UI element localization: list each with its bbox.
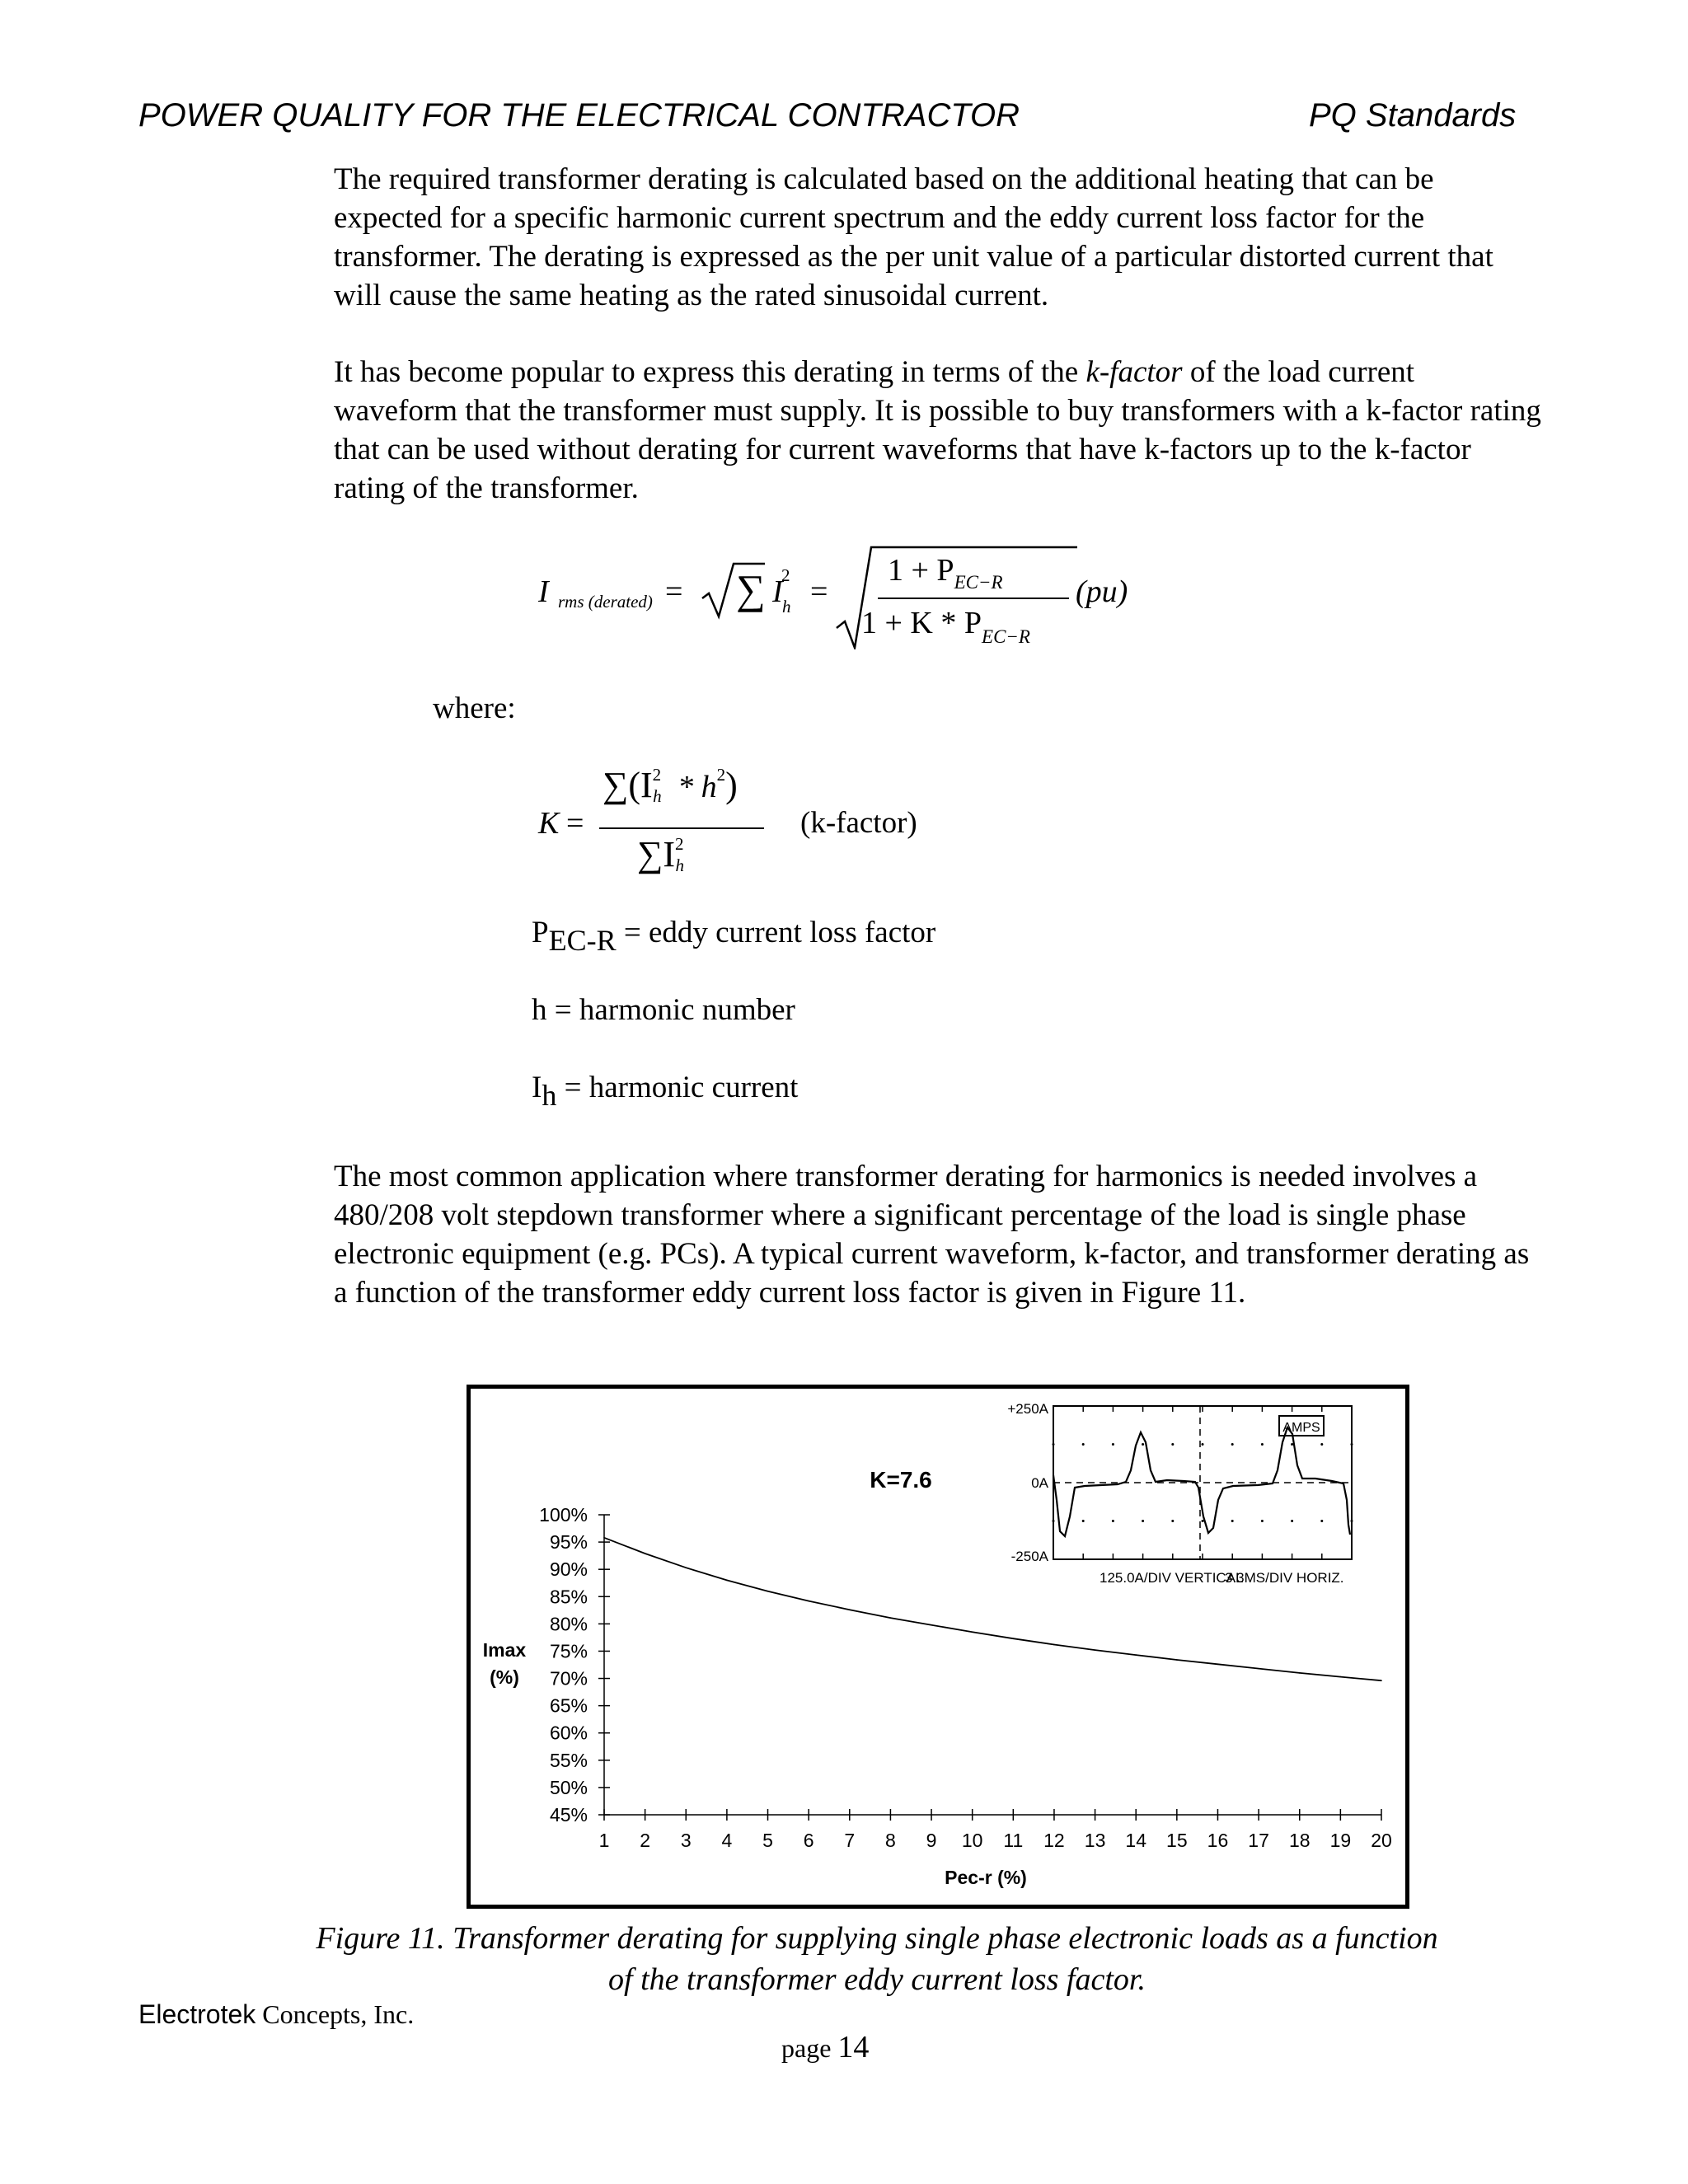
header-title: POWER QUALITY FOR THE ELECTRICAL CONTRACTOR xyxy=(138,97,1020,134)
inset-grid-dot xyxy=(1351,1443,1353,1446)
eq2-equals: = xyxy=(566,806,584,841)
inset-grid-dot xyxy=(1202,1520,1204,1522)
figure-caption-line-2: of the transformer eddy current loss factor. xyxy=(608,1962,1146,1997)
eq1-term-sub: h xyxy=(782,597,791,616)
y-axis-label-2: (%) xyxy=(490,1666,519,1688)
page-number: page 14 xyxy=(781,2030,870,2064)
header-section: PQ Standards xyxy=(1309,97,1517,134)
inset-grid-dot xyxy=(1231,1520,1234,1522)
x-tick-label: 5 xyxy=(762,1830,773,1851)
definition-ih: Ih = harmonic current xyxy=(532,1071,799,1112)
data-point xyxy=(931,1624,932,1626)
x-tick-label: 13 xyxy=(1084,1830,1106,1851)
x-tick-label: 18 xyxy=(1288,1830,1311,1851)
y-tick-label: 80% xyxy=(549,1613,588,1635)
y-tick-label: 75% xyxy=(549,1640,588,1662)
eq1-term: I xyxy=(772,574,783,609)
data-point xyxy=(645,1553,646,1554)
eq2-lhs: K xyxy=(538,806,560,841)
inset-grid-dot xyxy=(1202,1443,1204,1446)
inset-grid-dot xyxy=(1112,1520,1114,1522)
eq1-equals-1: = xyxy=(665,574,683,609)
x-tick-label: 11 xyxy=(1003,1830,1024,1851)
eq2-denominator: $\sum I^2h$ xyxy=(637,834,685,875)
inset-grid-dot xyxy=(1351,1520,1353,1522)
y-tick-label: 90% xyxy=(549,1558,588,1581)
eq1-sum: ∑ xyxy=(736,566,766,612)
eq2-numerator: $\sum(I^2h * h^2)$ xyxy=(603,765,738,806)
eq2-label: (k-factor) xyxy=(800,806,917,840)
x-tick-label: 12 xyxy=(1043,1830,1065,1851)
data-point xyxy=(603,1537,605,1539)
definition-pec: PEC-R = eddy current loss factor xyxy=(532,916,936,957)
paragraph-3: The most common application where transformer derating for harmonics is needed involves a 480/208 volt stepdown transformer where a significant percentage of the load is single phase electronic equipment (e.g. PCs). A typical current waveform, k-factor, and transformer derating as a function of the transformer eddy current loss factor is given in Figure 11. xyxy=(334,1160,1530,1310)
k-factor-term: k-factor xyxy=(1085,355,1183,389)
data-point xyxy=(767,1591,769,1592)
inset-grid-dot xyxy=(1261,1520,1264,1522)
figure-11 xyxy=(467,1385,1409,1909)
x-tick-label: 2 xyxy=(640,1830,651,1851)
data-point xyxy=(1013,1638,1015,1639)
inset-y-bottom-label: -250A xyxy=(1010,1549,1048,1564)
x-tick-label: 20 xyxy=(1371,1830,1392,1851)
waveform-inset xyxy=(1007,1401,1353,1586)
eq1-equals-2: = xyxy=(810,574,828,609)
eq1-numerator: $1 + P_{EC-R}$ xyxy=(888,553,1003,593)
x-tick-label: 6 xyxy=(803,1830,814,1851)
inset-grid-dot xyxy=(1320,1520,1323,1522)
data-point xyxy=(1381,1680,1382,1681)
x-tick-label: 4 xyxy=(721,1830,733,1851)
y-tick-label: 55% xyxy=(549,1749,588,1771)
eq1-denominator: $1 + K * P_{EC-R}$ xyxy=(861,606,1030,647)
eq2-fraction-bar xyxy=(599,827,764,830)
y-tick-label: 45% xyxy=(549,1804,588,1825)
y-tick-label: 100% xyxy=(539,1504,588,1526)
eq1-term-sup: 2 xyxy=(781,565,790,585)
figure-caption-line-1: Figure 11. Transformer derating for supplying single phase electronic loads as a function xyxy=(316,1921,1438,1956)
paragraph-2-post: of the load current waveform that the transformer must supply. It is possible to buy transformers with a k-factor rating that can be used without derating for current waveforms that have k-factors up to the k-factor rating of the transformer. xyxy=(334,355,1541,505)
inset-grid-dot xyxy=(1291,1443,1293,1446)
x-tick-label: 1 xyxy=(598,1830,610,1851)
data-point xyxy=(1340,1676,1342,1678)
inset-vertical-scale: 125.0A/DIV VERTICAL xyxy=(1100,1570,1244,1586)
y-tick-label: 60% xyxy=(549,1722,588,1744)
inset-grid-dot xyxy=(1291,1520,1293,1522)
data-point xyxy=(1053,1644,1055,1646)
data-point xyxy=(1217,1664,1219,1666)
paragraph-1: The required transformer derating is calculated based on the additional heating that can be expected for a specific harmonic current spectrum and the eddy current loss factor for the transformer. The derating is expressed as the per unit value of a particular distorted current that will cause the same heating as the rated sinusoidal current. xyxy=(334,162,1493,312)
inset-grid-dot xyxy=(1142,1520,1144,1522)
k-factor-annotation: K=7.6 xyxy=(870,1467,932,1493)
inset-grid-dot xyxy=(1261,1443,1264,1446)
inset-y-mid-label: 0A xyxy=(1031,1475,1048,1491)
inset-grid-dot xyxy=(1053,1520,1055,1522)
y-axis-label-1: Imax xyxy=(482,1639,527,1661)
footer-company-rest: Concepts, Inc. xyxy=(256,1999,415,2029)
where-label: where: xyxy=(433,691,516,725)
inset-grid-dot xyxy=(1142,1443,1144,1446)
data-point xyxy=(1299,1672,1301,1674)
inset-horizontal-scale: 3.3MS/DIV HORIZ. xyxy=(1225,1570,1344,1586)
y-tick-label: 95% xyxy=(549,1531,588,1554)
x-tick-label: 17 xyxy=(1248,1830,1269,1851)
x-tick-label: 15 xyxy=(1166,1830,1188,1851)
eq1-pu: (pu) xyxy=(1076,574,1128,609)
data-point xyxy=(1258,1668,1259,1670)
data-point xyxy=(1095,1649,1096,1651)
data-point xyxy=(1135,1654,1137,1656)
inset-grid-dot xyxy=(1171,1443,1174,1446)
data-point xyxy=(726,1580,728,1582)
data-point xyxy=(849,1609,851,1610)
inset-grid-dot xyxy=(1082,1520,1085,1522)
data-point xyxy=(1176,1659,1178,1661)
x-axis-label: Pec-r (%) xyxy=(945,1867,1027,1888)
data-point xyxy=(890,1617,892,1619)
eq1-lhs: I xyxy=(538,574,549,609)
x-tick-label: 3 xyxy=(680,1830,692,1851)
data-point xyxy=(808,1601,809,1602)
inset-grid-dot xyxy=(1082,1443,1085,1446)
x-tick-label: 7 xyxy=(844,1830,856,1851)
inset-grid-dot xyxy=(1053,1443,1055,1446)
inset-units-label: AMPS xyxy=(1282,1421,1320,1435)
inset-grid-dot xyxy=(1231,1443,1234,1446)
x-tick-label: 10 xyxy=(961,1830,983,1851)
inset-grid-dot xyxy=(1171,1520,1174,1522)
eq1-lhs-sub: rms (derated) xyxy=(558,592,653,612)
data-point xyxy=(972,1631,973,1633)
inset-grid-dot xyxy=(1320,1443,1323,1446)
paragraph-2 xyxy=(334,353,1545,508)
definition-h: h = harmonic number xyxy=(532,993,795,1027)
x-tick-label: 9 xyxy=(926,1830,937,1851)
x-tick-label: 19 xyxy=(1329,1830,1352,1851)
x-tick-label: 8 xyxy=(885,1830,896,1851)
inset-y-top-label: +250A xyxy=(1007,1401,1048,1417)
x-tick-label: 14 xyxy=(1125,1830,1147,1851)
y-tick-label: 50% xyxy=(549,1776,588,1798)
y-tick-label: 70% xyxy=(549,1667,588,1690)
footer-company-bold: Electrotek xyxy=(138,1999,256,2029)
k-factor-equation xyxy=(532,762,960,886)
data-point xyxy=(685,1567,687,1568)
x-tick-label: 16 xyxy=(1207,1830,1229,1851)
paragraph-2-pre: It has become popular to express this derating in terms of the xyxy=(334,355,1086,389)
derating-chart xyxy=(467,1385,1409,1909)
footer-company xyxy=(138,1999,414,2030)
y-tick-label: 85% xyxy=(549,1586,588,1608)
y-tick-label: 65% xyxy=(549,1694,588,1717)
inset-grid-dot xyxy=(1112,1443,1114,1446)
derating-equation xyxy=(532,527,1128,651)
